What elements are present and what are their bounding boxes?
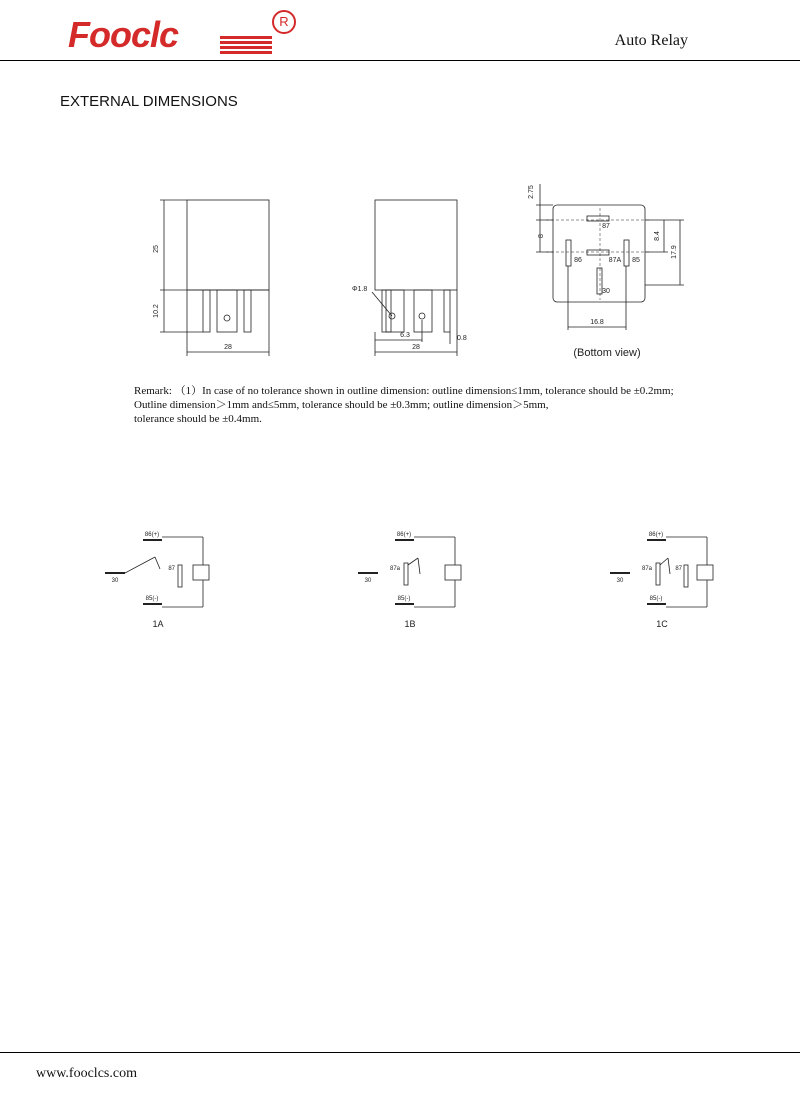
bottom-dim-right-span: 8.4: [654, 231, 661, 241]
circuit-1a-pin-86: 86(+): [144, 532, 160, 538]
footer-divider: [0, 1052, 800, 1053]
circuit-1b-nc-contact: [404, 563, 408, 585]
front-body: [375, 200, 457, 290]
circuit-1a-pin-30: 30: [111, 578, 119, 584]
side-pin: [244, 290, 251, 332]
circuit-1b-coil: [445, 565, 461, 580]
pin-85: [624, 240, 629, 266]
side-pin-hole: [224, 315, 230, 321]
bottom-view-caption: (Bottom view): [573, 347, 641, 359]
circuit-1a-no-contact: [178, 565, 182, 587]
circuit-1a-pin-85: 85(-): [145, 596, 159, 602]
pin-30-label: 30: [602, 288, 610, 295]
pin-85-label: 85: [632, 257, 640, 264]
circuit-1c-label: 1C: [656, 619, 668, 629]
header-divider: [0, 60, 800, 61]
circuit-1c-pin-86: 86(+): [648, 532, 664, 538]
circuit-1b-label: 1B: [404, 619, 416, 629]
pin-87a-label: 87A: [608, 257, 622, 264]
circuit-1c-nc-contact: [656, 563, 660, 585]
circuit-1c-no-contact: [684, 565, 688, 587]
bottom-view: [528, 184, 684, 359]
side-pin: [217, 290, 237, 332]
brand-logo: [68, 10, 308, 56]
circuit-1a-pin-87: 87: [168, 566, 175, 572]
front-pin-hole: [419, 313, 425, 319]
circuit-1c-coil: [697, 565, 713, 580]
remark-line-1: Remark: （1）In case of no tolerance shown in outline dimension: outline dimension≤1mm, tolerance should be ±0.2mm;: [134, 385, 674, 397]
pin-87-label: 87: [602, 223, 610, 230]
front-pin: [414, 290, 432, 332]
bottom-dim-top-offset: 2.75: [528, 185, 535, 199]
front-dim-pin-thickness: 0.8: [457, 335, 467, 342]
circuit-1b: [358, 532, 461, 629]
pin-86-label: 86: [574, 257, 582, 264]
circuit-1b-pin-30: 30: [364, 578, 372, 584]
side-dim-body-height: 25: [153, 245, 160, 253]
side-body: [187, 200, 269, 290]
bottom-body: [553, 205, 645, 302]
front-dim-hole: Φ1.8: [352, 286, 368, 293]
tolerance-remark: [134, 384, 734, 426]
circuit-1a: [105, 532, 209, 629]
circuit-1c-pin-87a: 87a: [641, 566, 652, 572]
registered-mark: R: [272, 10, 296, 34]
remark-line-2: Outline dimension＞1mm and≤5mm, tolerance should be ±0.3mm; outline dimension＞5mm,: [134, 399, 549, 411]
bottom-dim-total-height: 17.9: [671, 245, 678, 259]
pin-87a: [587, 250, 609, 255]
logo-wordmark: Fooclc: [68, 14, 179, 55]
circuit-1c-pin-87: 87: [675, 566, 682, 572]
footer-website: www.fooclcs.com: [36, 1066, 137, 1081]
circuit-1c-pin-30: 30: [616, 578, 624, 584]
bottom-dim-width: 16.8: [590, 319, 604, 326]
circuit-1b-pin-85: 85(-): [397, 596, 411, 602]
circuit-1c: [610, 532, 713, 629]
side-pin: [203, 290, 210, 332]
side-view: [153, 200, 269, 356]
front-pin: [444, 290, 450, 332]
dimension-drawing: [0, 170, 800, 370]
section-title: EXTERNAL DIMENSIONS: [60, 93, 238, 110]
front-dim-width: 28: [412, 344, 420, 351]
front-view: [352, 200, 467, 356]
document-title: Auto Relay: [614, 32, 688, 49]
front-pin: [386, 290, 404, 332]
circuit-1a-label: 1A: [152, 619, 164, 629]
pin-86: [566, 240, 571, 266]
circuit-1c-pin-85: 85(-): [649, 596, 663, 602]
front-dim-pin-spacing: 6.3: [400, 332, 410, 339]
bottom-dim-left-span: 8: [538, 234, 545, 238]
circuit-1b-pin-87a: 87a: [389, 566, 400, 572]
side-dim-width: 28: [224, 344, 232, 351]
circuit-1b-pin-86: 86(+): [396, 532, 412, 538]
contact-diagrams: [0, 520, 800, 630]
remark-line-3: tolerance should be ±0.4mm.: [134, 413, 262, 425]
side-dim-pin-height: 10.2: [153, 304, 160, 318]
logo-speed-lines: [220, 36, 272, 54]
front-pin: [382, 290, 391, 332]
circuit-1a-coil: [193, 565, 209, 580]
